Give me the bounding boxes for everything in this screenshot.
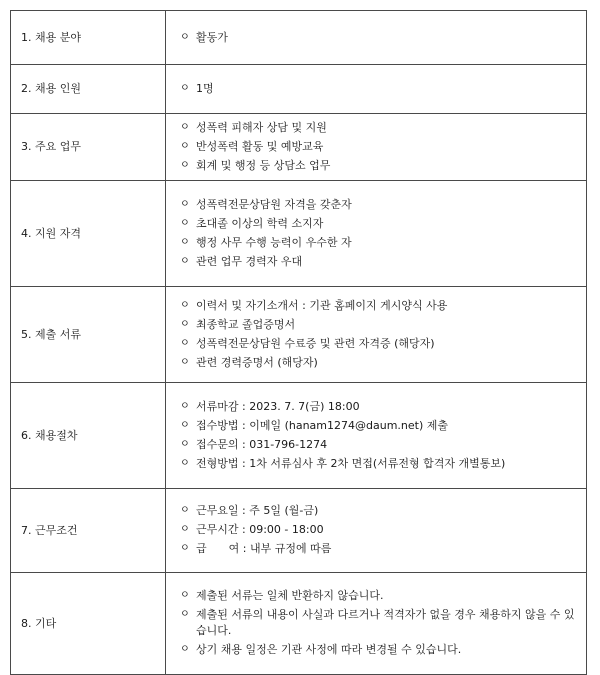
- list-item: ㅇ 1명: [180, 82, 214, 95]
- label-documents: 5. 제출 서류: [11, 287, 166, 383]
- label-conditions: 7. 근무조건: [11, 489, 166, 573]
- bullet-icon: ㅇ: [180, 457, 190, 469]
- content-other: [166, 573, 587, 675]
- content-field: [166, 11, 587, 65]
- bullet-icon: ㅇ: [180, 31, 190, 43]
- bullet-icon: ㅇ: [180, 419, 190, 431]
- content-documents: [166, 287, 587, 383]
- bullet-icon: ㅇ: [180, 590, 190, 601]
- bullet-icon: ㅇ: [180, 524, 190, 535]
- label-duties: 3. 주요 업무: [11, 114, 166, 181]
- bullet-icon: ㅇ: [180, 400, 190, 412]
- list-item: ㅇ 상기 채용 일정은 기관 사정에 따라 변경될 수 있습니다.: [180, 643, 462, 656]
- bullet-icon: ㅇ: [180, 543, 190, 554]
- label-other: 8. 기타: [11, 573, 166, 675]
- bullet-icon: ㅇ: [180, 217, 190, 229]
- list-item: ㅇ 최종학교 졸업증명서: [180, 317, 296, 331]
- list-item: ㅇ 행정 사무 수행 능력이 우수한 자: [180, 235, 352, 249]
- list-item: ㅇ 관련 업무 경력자 우대: [180, 254, 303, 268]
- list-item: ㅇ 성폭력전문상담원 자격을 갖춘자: [180, 197, 352, 211]
- content-duties: [166, 114, 587, 181]
- label-headcount: 2. 채용 인원: [11, 65, 166, 114]
- content-qualifications: [166, 181, 587, 287]
- row-qualifications: [11, 181, 587, 287]
- row-field: [11, 11, 587, 65]
- bullet-icon: ㅇ: [180, 299, 190, 311]
- bullet-icon: ㅇ: [180, 236, 190, 248]
- bullet-icon: ㅇ: [180, 337, 190, 349]
- bullet-icon: ㅇ: [180, 198, 190, 210]
- bullet-icon: ㅇ: [180, 121, 190, 133]
- bullet-icon: ㅇ: [180, 140, 190, 152]
- content-conditions: [166, 489, 587, 573]
- list-item: ㅇ 반성폭력 활동 및 예방교육: [180, 139, 324, 153]
- label-qualifications: 4. 지원 자격: [11, 181, 166, 287]
- job-posting-table: [10, 10, 587, 675]
- bullet-icon: ㅇ: [180, 255, 190, 267]
- row-conditions: [11, 489, 587, 573]
- content-headcount: [166, 65, 587, 114]
- list-item: ㅇ 성폭력 피해자 상담 및 지원: [180, 120, 327, 134]
- row-documents: [11, 287, 587, 383]
- bullet-icon: ㅇ: [180, 318, 190, 330]
- row-duties: [11, 114, 587, 181]
- list-item: ㅇ 회계 및 행정 등 상담소 업무: [180, 158, 331, 172]
- list-item: ㅇ 접수방법 : 이메일 (hanam1274@daum.net) 제출: [180, 418, 449, 432]
- list-item: ㅇ 서류마감 : 2023. 7. 7(금) 18:00: [180, 399, 360, 413]
- list-item: ㅇ 초대졸 이상의 학력 소지자: [180, 216, 324, 230]
- list-item: ㅇ 제출된 서류는 일체 반환하지 않습니다.: [180, 589, 384, 602]
- bullet-icon: ㅇ: [180, 159, 190, 171]
- bullet-icon: ㅇ: [180, 83, 190, 94]
- label-procedure: 6. 채용절차: [11, 383, 166, 489]
- list-item: ㅇ 제출된 서류의 내용이 사실과 다르거나 적격자가 없을 경우 채용하지 않을 수 있습니다.: [180, 608, 575, 637]
- bullet-icon: ㅇ: [180, 356, 190, 368]
- bullet-icon: ㅇ: [180, 644, 190, 655]
- list-item: ㅇ 급 여 : 내부 규정에 따름: [180, 542, 332, 555]
- row-other: [11, 573, 587, 675]
- row-procedure: [11, 383, 587, 489]
- list-item: ㅇ 이력서 및 자기소개서 : 기관 홈페이지 게시양식 사용: [180, 298, 448, 312]
- list-item: ㅇ 근무요일 : 주 5일 (월-금): [180, 504, 319, 517]
- list-item: ㅇ 전형방법 : 1차 서류심사 후 2차 면접(서류전형 합격자 개별통보): [180, 456, 506, 470]
- list-item: ㅇ 활동가: [180, 30, 228, 44]
- bullet-icon: ㅇ: [180, 609, 190, 620]
- content-procedure: [166, 383, 587, 489]
- list-item: ㅇ 근무시간 : 09:00 - 18:00: [180, 523, 324, 536]
- list-item: ㅇ 접수문의 : 031-796-1274: [180, 437, 328, 451]
- bullet-icon: ㅇ: [180, 505, 190, 516]
- list-item: ㅇ 성폭력전문상담원 수료증 및 관련 자격증 (해당자): [180, 336, 435, 350]
- row-headcount: [11, 65, 587, 114]
- list-item: ㅇ 관련 경력증명서 (해당자): [180, 355, 318, 369]
- label-field: 1. 채용 분야: [11, 11, 166, 65]
- bullet-icon: ㅇ: [180, 438, 190, 450]
